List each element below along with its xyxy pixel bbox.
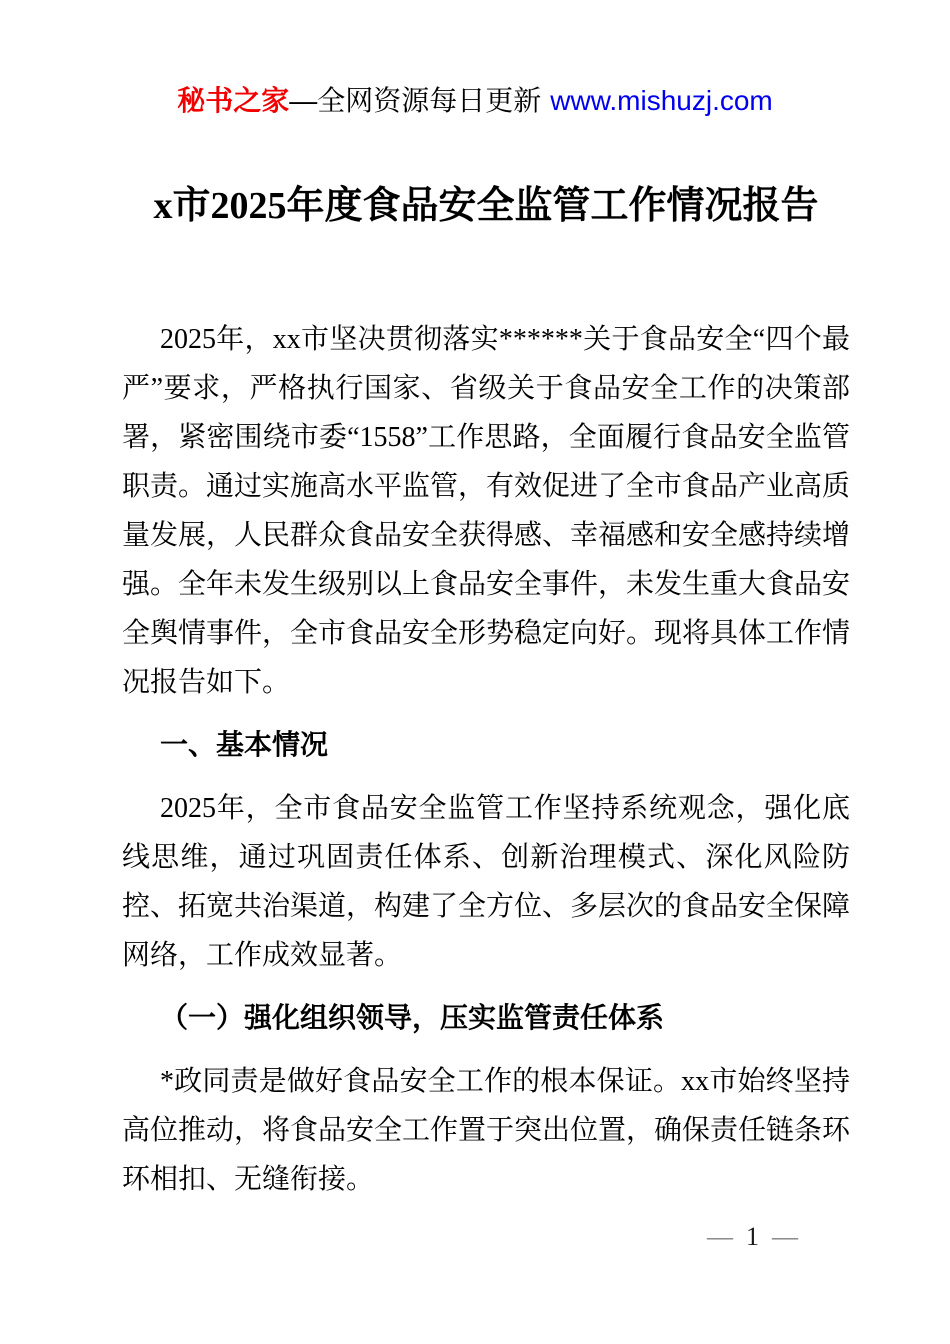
- site-header: [0, 0, 950, 116]
- site-brand: 秘书之家: [177, 85, 290, 116]
- subsection-heading-organization-leadership: （一）强化组织领导，压实监管责任体系: [160, 1003, 665, 1034]
- site-url-link[interactable]: www.mishuzj.com: [550, 85, 773, 116]
- page-number-left-dash: —: [707, 1222, 733, 1251]
- paragraph-overview: 2025年，xx市坚决贯彻落实******关于食品安全“四个最严”要求，严格执行国家、省级关于食品安全工作的决策部署，紧密围绕市委“1558”工作思路，全面履行食品安全监管职责。通过实施高水平监管，有效促进了全市食品产业高质量发展，人民群众食品安全获得感、幸福感和安全感持续增强。全年未发生级别以上食品安全事件，未发生重大食品安全舆情事件，全市食品安全形势稳定向好。现将具体工作情况报告如下。: [122, 324, 851, 698]
- paragraph-organization-leadership: *政同责是做好食品安全工作的根本保证。xx市始终坚持高位推动，将食品安全工作置于突出位置，确保责任链条环环相扣、无缝衔接。: [122, 1066, 851, 1195]
- document-title: x市2025年度食品安全监管工作情况报告: [153, 185, 819, 227]
- section-heading-basic-situation: 一、基本情况: [160, 730, 329, 761]
- site-tagline: —全网资源每日更新: [289, 85, 542, 116]
- page-number: [707, 1222, 798, 1252]
- paragraph-basic-situation: 2025年，全市食品安全监管工作坚持系统观念，强化底线思维，通过巩固责任体系、创新治理模式、深化风险防控、拓宽共治渠道，构建了全方位、多层次的食品安全保障网络，工作成效显著。: [122, 793, 851, 971]
- document-body: [122, 315, 850, 1204]
- page-number-value: 1: [746, 1222, 759, 1251]
- page-number-right-dash: —: [772, 1222, 798, 1251]
